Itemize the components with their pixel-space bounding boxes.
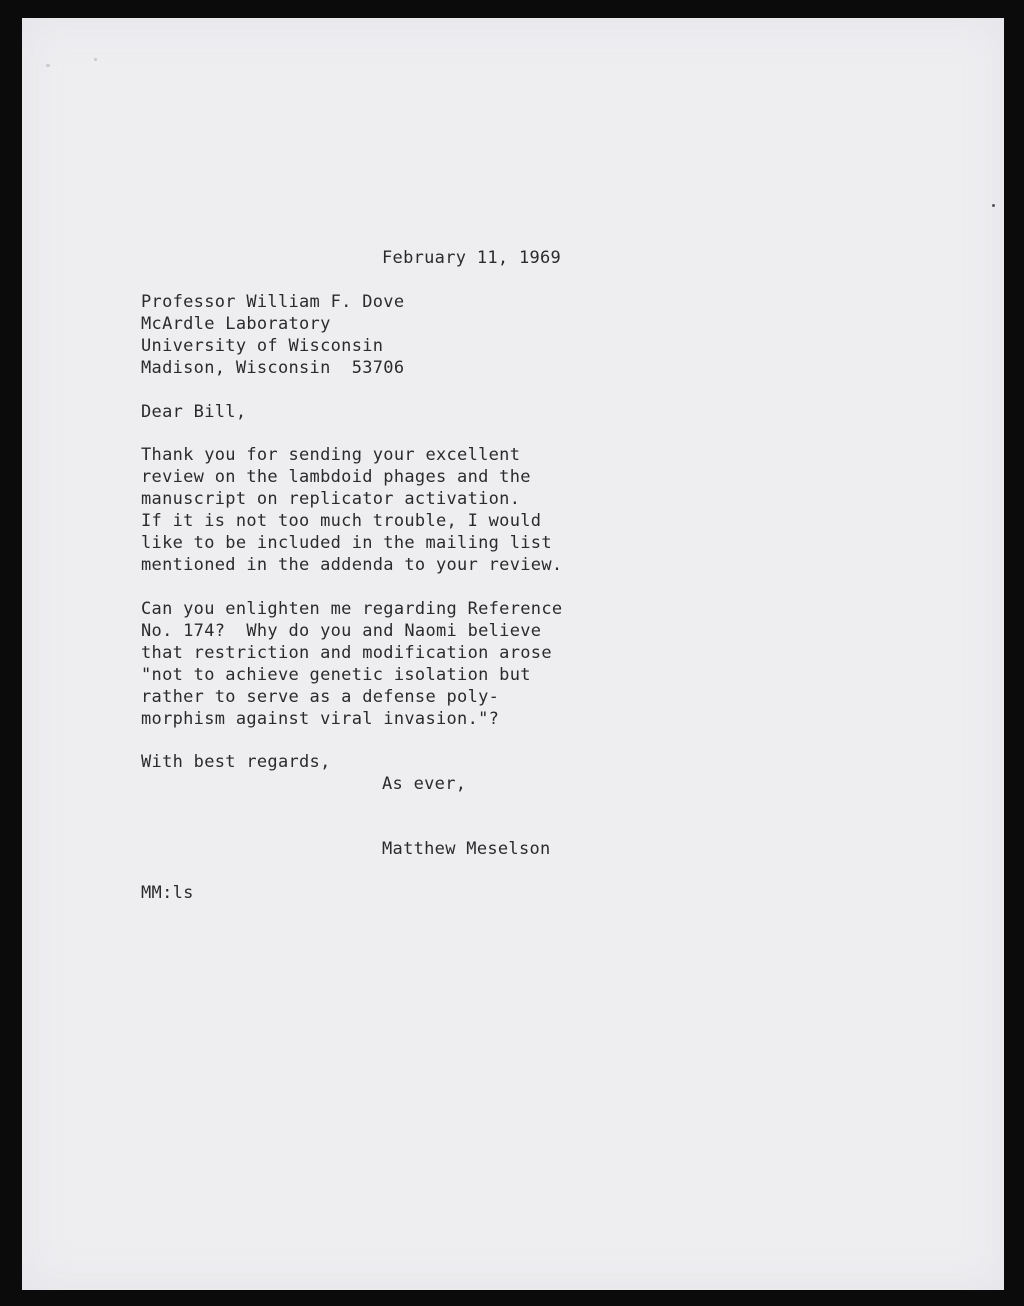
paper-speck [992,204,995,207]
paragraph-2-line: Can you enlighten me regarding Reference [141,599,563,619]
paper-speck [94,58,97,61]
paper-speck [46,64,50,67]
paragraph-1-line: manuscript on replicator activation. [141,489,521,509]
closing-line: With best regards, [141,752,331,772]
paragraph-1-line: If it is not too much trouble, I would [141,511,542,531]
paragraph-1-line: Thank you for sending your excellent [141,445,521,465]
paragraph-1-line: review on the lambdoid phages and the [141,467,531,487]
recipient-city: Madison, Wisconsin 53706 [141,358,405,378]
paragraph-1-line: like to be included in the mailing list [141,533,552,553]
signature-name: Matthew Meselson [382,839,551,859]
paragraph-2-line: "not to achieve genetic isolation but [141,665,531,685]
recipient-name: Professor William F. Dove [141,292,405,312]
paragraph-2-line: that restriction and modification arose [141,643,552,663]
reference-initials: MM:ls [141,883,194,903]
salutation: Dear Bill, [141,402,247,422]
complimentary-close: As ever, [382,774,467,794]
recipient-university: University of Wisconsin [141,336,384,356]
letter-date: February 11, 1969 [382,248,562,268]
paragraph-2-line: No. 174? Why do you and Naomi believe [141,621,542,641]
paragraph-2-line: morphism against viral invasion."? [141,709,500,729]
letter-page [22,18,1004,1290]
paragraph-2-line: rather to serve as a defense poly- [141,687,500,707]
paragraph-1-line: mentioned in the addenda to your review. [141,555,563,575]
recipient-lab: McArdle Laboratory [141,314,331,334]
